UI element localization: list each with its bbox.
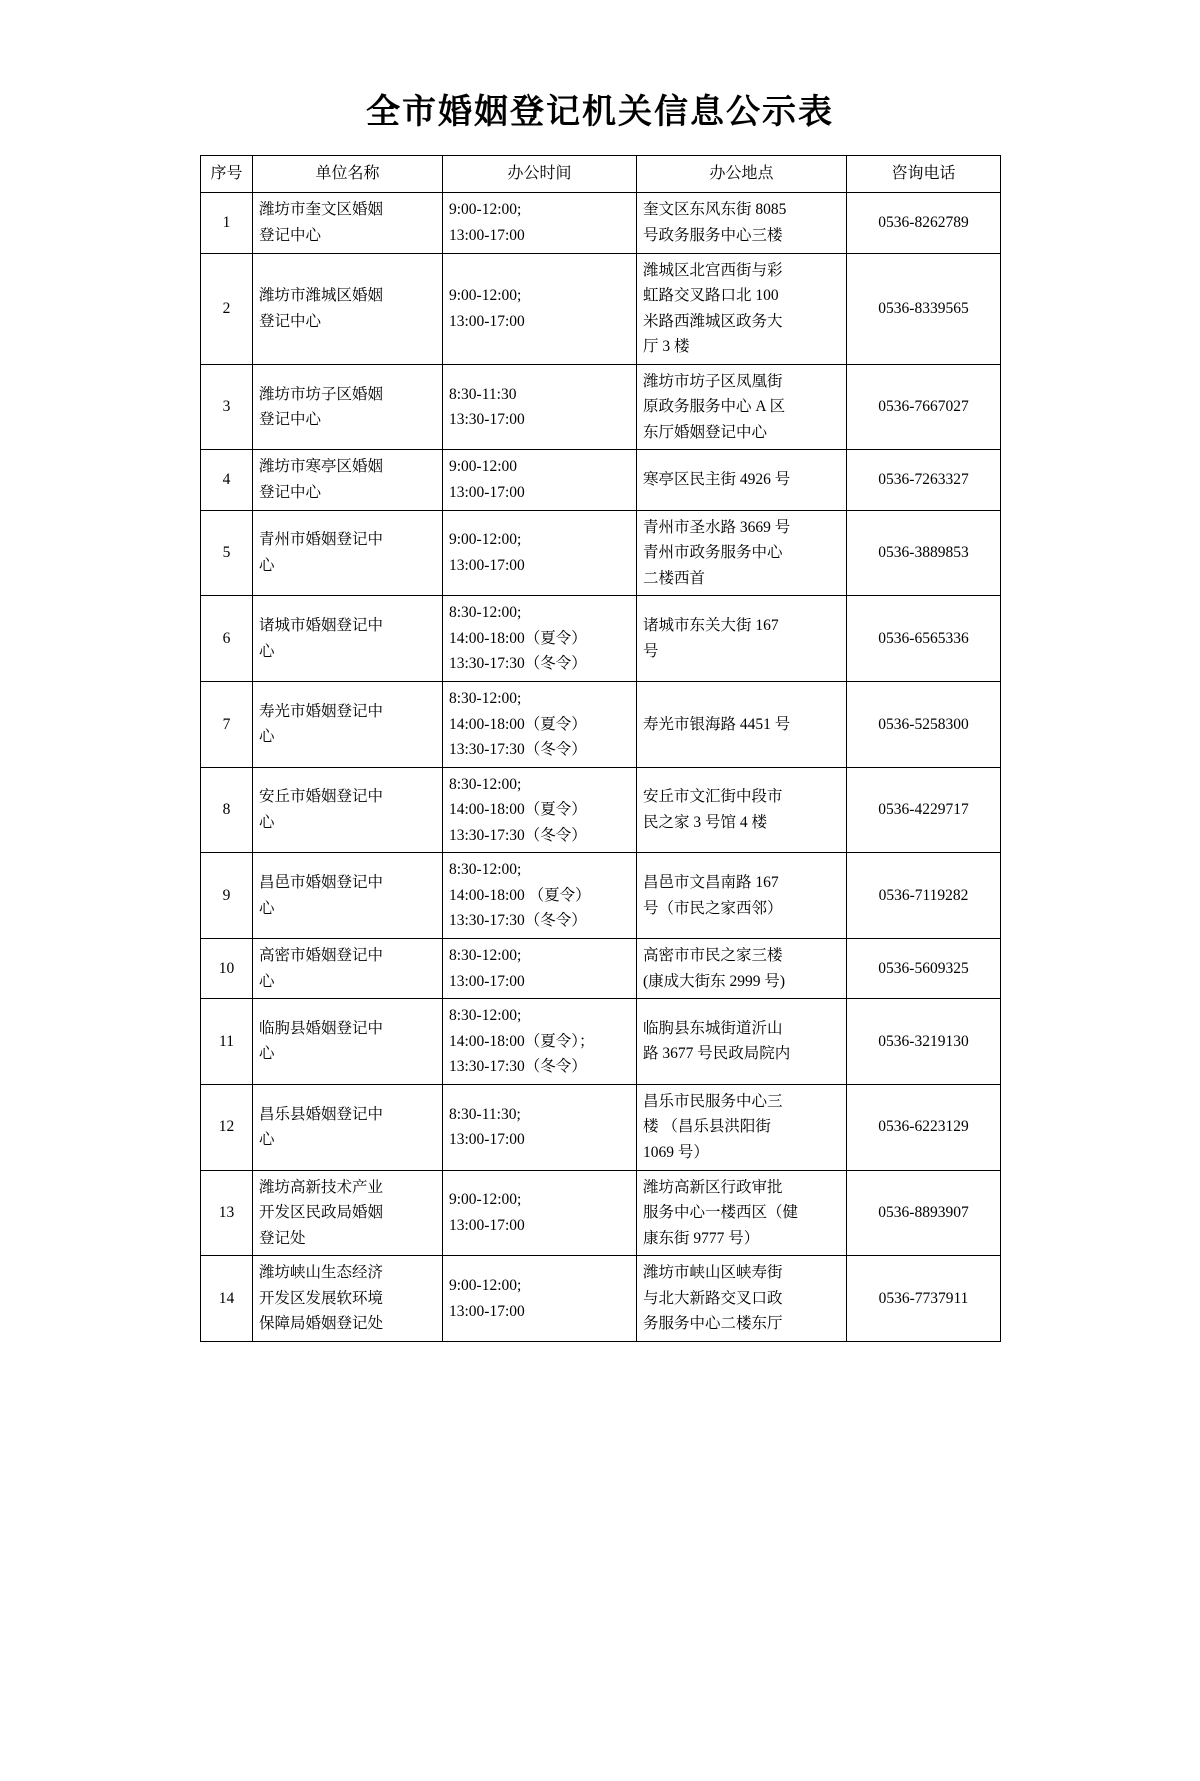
- office-hours-line: 14:00-18:00（夏令）: [449, 629, 587, 647]
- office-hours-line: 13:00-17:00: [449, 484, 525, 502]
- table-row: [201, 767, 1001, 853]
- office-hours-line: 8:30-12:00;: [449, 604, 522, 622]
- office-hours-line: 14:00-18:00 （夏令）: [449, 886, 591, 904]
- row-index: 6: [201, 596, 253, 682]
- office-address-line: 号（市民之家西邻）: [643, 899, 783, 917]
- office-address-line: 潍坊市坊子区凤凰街: [643, 372, 783, 390]
- office-hours-line: 8:30-12:00;: [449, 689, 522, 707]
- office-address-line: 安丘市文汇街中段市: [643, 788, 783, 806]
- table-row: [201, 681, 1001, 767]
- unit-name-line: 登记处: [259, 1229, 306, 1247]
- office-hours-line: 13:30-17:30（冬令）: [449, 826, 587, 844]
- office-address-line: 与北大新路交叉口政: [643, 1289, 783, 1307]
- office-address-line: 青州市圣水路 3669 号: [643, 518, 791, 536]
- unit-name-line: 诸城市婚姻登记中: [259, 617, 384, 635]
- unit-name-line: 心: [259, 642, 275, 660]
- office-hours: [443, 450, 637, 510]
- column-header-index: 序号: [201, 156, 253, 193]
- contact-phone: 0536-5609325: [847, 939, 1001, 999]
- office-hours-line: 13:00-17:00: [449, 1302, 525, 1320]
- row-index: 10: [201, 939, 253, 999]
- row-index: 12: [201, 1084, 253, 1170]
- unit-name-line: 开发区民政局婚姻: [259, 1204, 384, 1222]
- office-address-line: 原政务服务中心 A 区: [643, 398, 786, 416]
- table-row: [201, 364, 1001, 450]
- unit-name-line: 高密市婚姻登记中: [259, 947, 384, 965]
- unit-name-line: 登记中心: [259, 312, 322, 330]
- row-index: 9: [201, 853, 253, 939]
- unit-name-line: 寿光市婚姻登记中: [259, 702, 384, 720]
- column-header-unit-name: 单位名称: [253, 156, 443, 193]
- office-address-line: 号政务服务中心三楼: [643, 226, 783, 244]
- row-index: 13: [201, 1170, 253, 1256]
- office-address-line: 东厅婚姻登记中心: [643, 423, 768, 441]
- table-container: [200, 155, 1000, 1342]
- office-address-line: 路 3677 号民政局院内: [643, 1045, 791, 1063]
- table-row: [201, 999, 1001, 1085]
- unit-name-line: 心: [259, 728, 275, 746]
- office-hours-line: 8:30-12:00;: [449, 775, 522, 793]
- row-index: 5: [201, 510, 253, 596]
- table-row: [201, 510, 1001, 596]
- contact-phone: 0536-7119282: [847, 853, 1001, 939]
- unit-name: [253, 253, 443, 364]
- office-hours-line: 8:30-11:30;: [449, 1105, 521, 1123]
- contact-phone: 0536-7263327: [847, 450, 1001, 510]
- office-address-line: 号: [643, 642, 659, 660]
- office-hours-line: 9:00-12:00;: [449, 1191, 522, 1209]
- office-address: [637, 450, 847, 510]
- row-index: 8: [201, 767, 253, 853]
- office-hours: [443, 510, 637, 596]
- office-address-line: 高密市市民之家三楼: [643, 947, 783, 965]
- office-address: [637, 596, 847, 682]
- office-hours: [443, 1256, 637, 1342]
- office-hours-line: 8:30-12:00;: [449, 861, 522, 879]
- unit-name-line: 昌邑市婚姻登记中: [259, 874, 384, 892]
- office-address: [637, 510, 847, 596]
- office-hours: [443, 939, 637, 999]
- contact-phone: 0536-7667027: [847, 364, 1001, 450]
- table-row: [201, 596, 1001, 682]
- office-address: [637, 253, 847, 364]
- column-header-office-address: 办公地点: [637, 156, 847, 193]
- office-hours-line: 13:00-17:00: [449, 1216, 525, 1234]
- unit-name: [253, 1170, 443, 1256]
- unit-name-line: 潍坊市寒亭区婚姻: [259, 458, 384, 476]
- office-address: [637, 767, 847, 853]
- office-address-line: 昌乐市民服务中心三: [643, 1092, 783, 1110]
- office-address-line: 潍坊高新区行政审批: [643, 1178, 783, 1196]
- office-address: [637, 364, 847, 450]
- office-hours-line: 14:00-18:00（夏令）；: [449, 1032, 595, 1050]
- office-hours: [443, 853, 637, 939]
- unit-name-line: 心: [259, 1045, 275, 1063]
- table-row: [201, 853, 1001, 939]
- contact-phone: 0536-8893907: [847, 1170, 1001, 1256]
- contact-phone: 0536-3889853: [847, 510, 1001, 596]
- office-hours-line: 9:00-12:00: [449, 458, 518, 476]
- office-hours-line: 8:30-12:00;: [449, 1007, 522, 1025]
- office-hours-line: 13:30-17:30（冬令）: [449, 912, 587, 930]
- unit-name: [253, 193, 443, 253]
- office-address-line: 潍坊市峡山区峡寿街: [643, 1264, 783, 1282]
- row-index: 11: [201, 999, 253, 1085]
- unit-name-line: 临朐县婚姻登记中: [259, 1019, 384, 1037]
- office-address-line: 务服务中心二楼东厅: [643, 1315, 783, 1333]
- page-title: 全市婚姻登记机关信息公示表: [366, 94, 834, 131]
- office-address-line: 服务中心一楼西区（健: [643, 1204, 799, 1222]
- unit-name: [253, 1256, 443, 1342]
- office-hours-line: 13:00-17:00: [449, 972, 525, 990]
- column-header-office-hours: 办公时间: [443, 156, 637, 193]
- document-page: [0, 84, 1200, 1781]
- unit-name-line: 潍坊高新技术产业: [259, 1178, 384, 1196]
- unit-name: [253, 681, 443, 767]
- contact-phone: 0536-4229717: [847, 767, 1001, 853]
- row-index: 4: [201, 450, 253, 510]
- office-address: [637, 939, 847, 999]
- office-address-line: 临朐县东城街道沂山: [643, 1019, 783, 1037]
- table-header: [201, 156, 1001, 193]
- unit-name-line: 登记中心: [259, 411, 322, 429]
- unit-name: [253, 939, 443, 999]
- unit-name-line: 心: [259, 813, 275, 831]
- row-index: 7: [201, 681, 253, 767]
- row-index: 1: [201, 193, 253, 253]
- office-address-line: 青州市政务服务中心: [643, 544, 783, 562]
- office-hours-line: 13:00-17:00: [449, 1131, 525, 1149]
- office-address-line: 潍城区北宫西街与彩: [643, 261, 783, 279]
- unit-name-line: 保障局婚姻登记处: [259, 1315, 384, 1333]
- contact-phone: 0536-6223129: [847, 1084, 1001, 1170]
- unit-name: [253, 364, 443, 450]
- unit-name-line: 潍坊市潍城区婚姻: [259, 287, 384, 305]
- office-address-line: 厅 3 楼: [643, 338, 690, 356]
- contact-phone: 0536-5258300: [847, 681, 1001, 767]
- office-address-line: 昌邑市文昌南路 167: [643, 874, 779, 892]
- unit-name-line: 登记中心: [259, 484, 322, 502]
- unit-name-line: 潍坊市奎文区婚姻: [259, 201, 384, 219]
- office-address-line: 诸城市东关大街 167: [643, 617, 779, 635]
- contact-phone: 0536-6565336: [847, 596, 1001, 682]
- office-address-line: 康东街 9777 号）: [643, 1229, 760, 1247]
- office-hours-line: 9:00-12:00;: [449, 201, 522, 219]
- office-hours-line: 9:00-12:00;: [449, 287, 522, 305]
- table-row: [201, 939, 1001, 999]
- office-hours-line: 13:00-17:00: [449, 556, 525, 574]
- unit-name-line: 青州市婚姻登记中: [259, 531, 384, 549]
- unit-name: [253, 450, 443, 510]
- unit-name-line: 登记中心: [259, 226, 322, 244]
- office-address-line: 1069 号）: [643, 1143, 709, 1161]
- office-address: [637, 1084, 847, 1170]
- office-address: [637, 1170, 847, 1256]
- office-address-line: 寒亭区民主街 4926 号: [643, 471, 791, 489]
- office-hours-line: 13:30-17:30（冬令）: [449, 741, 587, 759]
- office-hours: [443, 193, 637, 253]
- office-hours: [443, 253, 637, 364]
- office-hours-line: 8:30-12:00;: [449, 947, 522, 965]
- contact-phone: 0536-3219130: [847, 999, 1001, 1085]
- office-hours: [443, 596, 637, 682]
- office-address-line: 奎文区东风东街 8085: [643, 201, 787, 219]
- office-hours-line: 14:00-18:00（夏令）: [449, 801, 587, 819]
- office-hours-line: 9:00-12:00;: [449, 1276, 522, 1294]
- table-row: [201, 253, 1001, 364]
- row-index: 3: [201, 364, 253, 450]
- contact-phone: 0536-8339565: [847, 253, 1001, 364]
- unit-name-line: 心: [259, 972, 275, 990]
- table-row: [201, 1170, 1001, 1256]
- unit-name-line: 心: [259, 899, 275, 917]
- contact-phone: 0536-7737911: [847, 1256, 1001, 1342]
- table-row: [201, 193, 1001, 253]
- unit-name-line: 昌乐县婚姻登记中: [259, 1105, 384, 1123]
- unit-name: [253, 999, 443, 1085]
- office-hours-line: 9:00-12:00;: [449, 531, 522, 549]
- unit-name-line: 开发区发展软环境: [259, 1289, 384, 1307]
- office-hours-line: 13:30-17:00: [449, 411, 525, 429]
- office-hours: [443, 1084, 637, 1170]
- unit-name-line: 安丘市婚姻登记中: [259, 788, 384, 806]
- office-hours: [443, 364, 637, 450]
- unit-name-line: 潍坊市坊子区婚姻: [259, 385, 384, 403]
- office-hours-line: 13:00-17:00: [449, 226, 525, 244]
- row-index: 14: [201, 1256, 253, 1342]
- office-address-line: 寿光市银海路 4451 号: [643, 715, 791, 733]
- office-address: [637, 1256, 847, 1342]
- table-row: [201, 1084, 1001, 1170]
- office-hours: [443, 681, 637, 767]
- unit-name: [253, 767, 443, 853]
- office-address: [637, 853, 847, 939]
- row-index: 2: [201, 253, 253, 364]
- table-body: [201, 193, 1001, 1342]
- office-address-line: 米路西潍城区政务大: [643, 312, 783, 330]
- unit-name: [253, 1084, 443, 1170]
- table-row: [201, 450, 1001, 510]
- office-hours: [443, 999, 637, 1085]
- office-address-line: 二楼西首: [643, 569, 706, 587]
- office-address-line: 楼 （昌乐县洪阳街: [643, 1118, 771, 1136]
- unit-name: [253, 596, 443, 682]
- office-hours: [443, 1170, 637, 1256]
- unit-name: [253, 853, 443, 939]
- unit-name-line: 心: [259, 556, 275, 574]
- office-hours-line: 13:00-17:00: [449, 312, 525, 330]
- office-address: [637, 999, 847, 1085]
- office-hours: [443, 767, 637, 853]
- office-address: [637, 193, 847, 253]
- office-address-line: 民之家 3 号馆 4 楼: [643, 813, 768, 831]
- office-hours-line: 8:30-11:30: [449, 385, 517, 403]
- unit-name: [253, 510, 443, 596]
- office-hours-line: 13:30-17:30（冬令）: [449, 655, 587, 673]
- office-address: [637, 681, 847, 767]
- marriage-registration-table: [200, 155, 1001, 1342]
- office-hours-line: 13:30-17:30（冬令）: [449, 1058, 587, 1076]
- contact-phone: 0536-8262789: [847, 193, 1001, 253]
- table-header-row: [201, 156, 1001, 193]
- office-address-line: (康成大街东 2999 号): [643, 972, 786, 990]
- office-hours-line: 14:00-18:00（夏令）: [449, 715, 587, 733]
- unit-name-line: 心: [259, 1131, 275, 1149]
- office-address-line: 虹路交叉路口北 100: [643, 287, 779, 305]
- table-row: [201, 1256, 1001, 1342]
- column-header-phone: 咨询电话: [847, 156, 1001, 193]
- unit-name-line: 潍坊峡山生态经济: [259, 1264, 384, 1282]
